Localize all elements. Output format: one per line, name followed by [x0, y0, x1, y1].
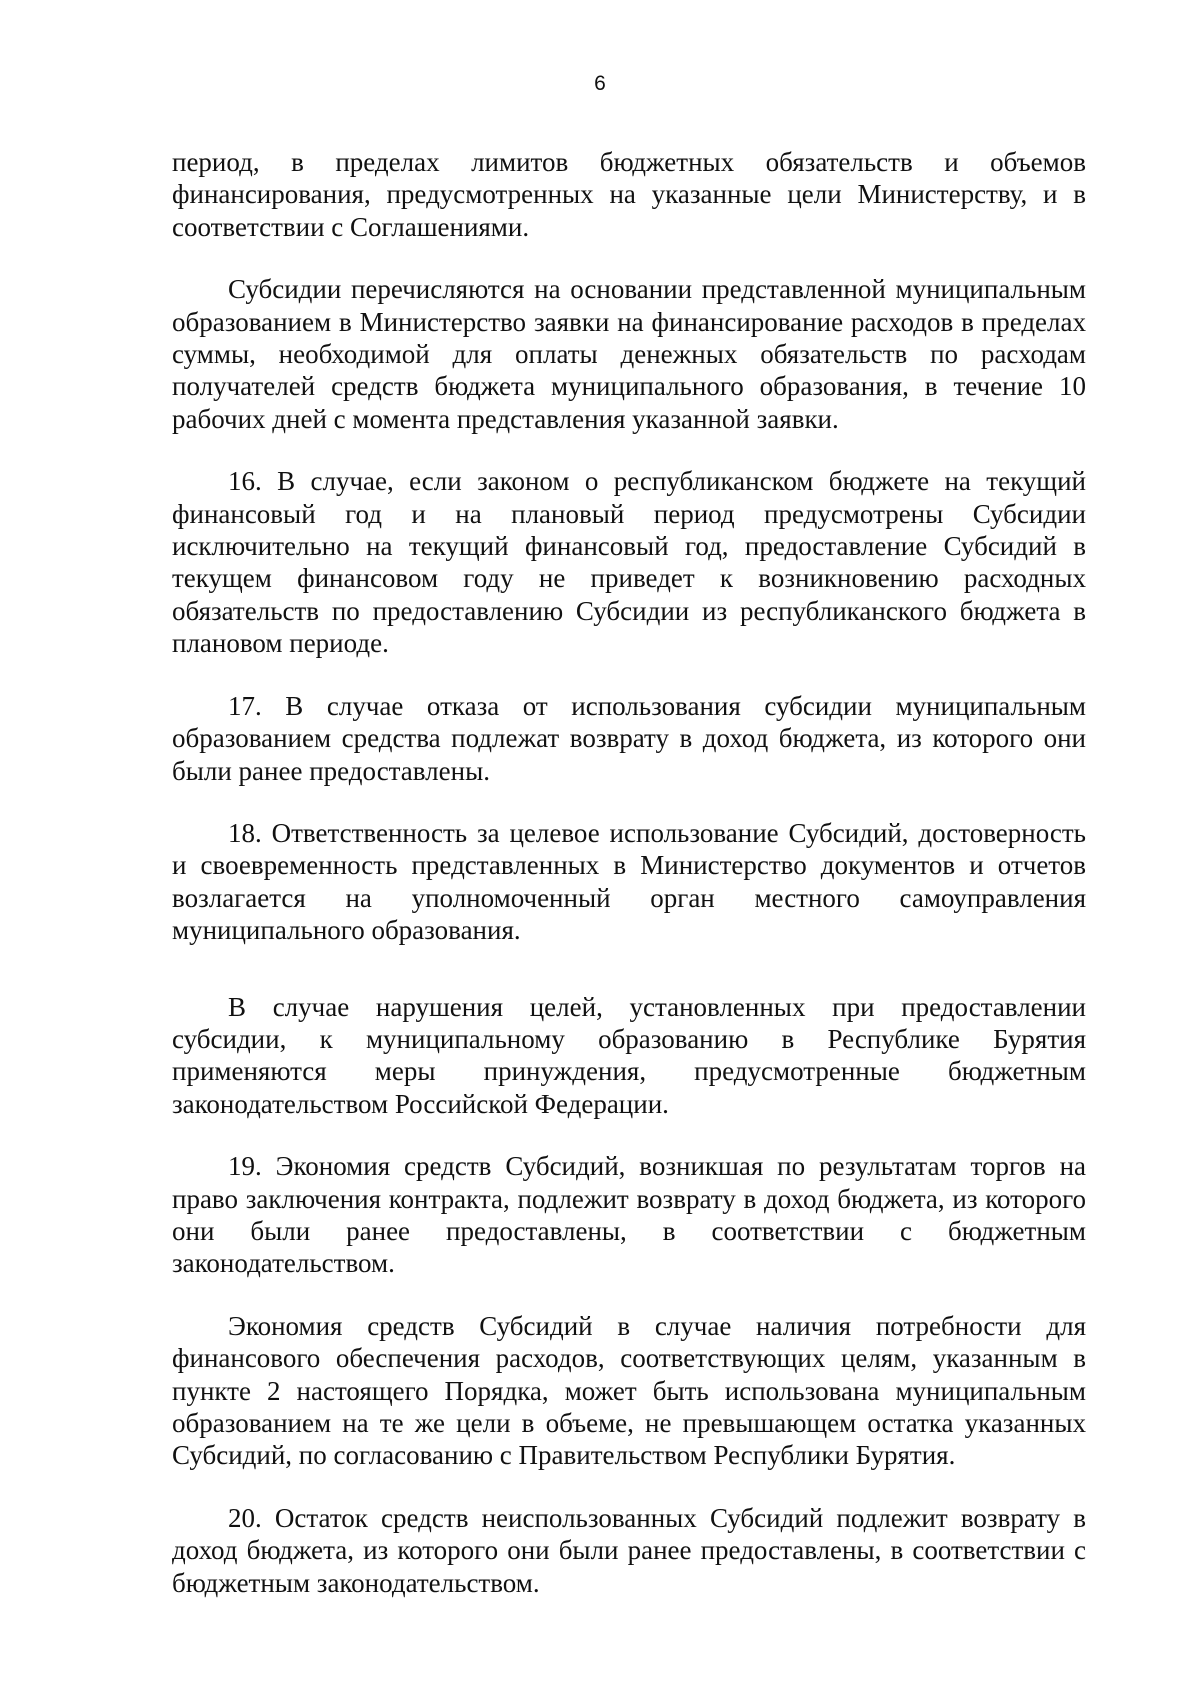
paragraph-subsidy-transfer: Субсидии перечисляются на основании представленной муниципальным образованием в Министерство заявки на финансирование расходов в пределах суммы, необходимой для оплаты денежных обязательств по расходам получателей средств бюджета муниципального образования, в течение 10 рабочих дней с момента представления указанной заявки.	[172, 274, 1086, 434]
document-body	[172, 146, 1086, 1599]
paragraph-savings-usage: Экономия средств Субсидий в случае наличия потребности для финансового обеспечения расходов, соответствующих целям, указанным в пункте 2 настоящего Порядка, может быть использована муниципальным образованием на те же цели в объеме, не превышающем остатка указанных Субсидий, по согласованию с Правительством Республики Бурятия.	[172, 1310, 1086, 1471]
paragraph-clause-16: 16. В случае, если законом о республиканском бюджете на текущий финансовый год и на плановый период предусмотрены Субсидии исключительно на текущий финансовый год, предоставление Субсидий в текущем финансовом году не приведет к возникновению расходных обязательств по предоставлению Субсидии из республиканского бюджета в плановом периоде.	[172, 466, 1086, 659]
paragraph-clause-18: 18. Ответственность за целевое использование Субсидий, достоверность и своевременность представленных в Министерство документов и отчетов возлагается на уполномоченный орган местного самоуправления муниципального образования.	[172, 817, 1086, 946]
page-number: 6	[594, 72, 606, 95]
paragraph-clause-20: 20. Остаток средств неиспользованных Субсидий подлежит возврату в доход бюджета, из которого они были ранее предоставлены, в соответствии с бюджетным законодательством.	[172, 1502, 1086, 1598]
paragraph-violation-measures: В случае нарушения целей, установленных при предоставлении субсидии, к муниципальному образованию в Республике Бурятия применяются меры принуждения, предусмотренные бюджетным законодательством Российской Федерации.	[172, 991, 1086, 1119]
paragraph-clause-19: 19. Экономия средств Субсидий, возникшая по результатам торгов на право заключения контракта, подлежит возврату в доход бюджета, из которого они были ранее предоставлены, в соответствии с бюджетным законодательством.	[172, 1151, 1086, 1279]
paragraph-clause-17: 17. В случае отказа от использования субсидии муниципальным образованием средства подлежат возврату в доход бюджета, из которого они были ранее предоставлены.	[172, 690, 1086, 786]
paragraph-continuation: период, в пределах лимитов бюджетных обязательств и объемов финансирования, предусмотренных на указанные цели Министерству, и в соответствии с Соглашениями.	[172, 147, 1086, 242]
